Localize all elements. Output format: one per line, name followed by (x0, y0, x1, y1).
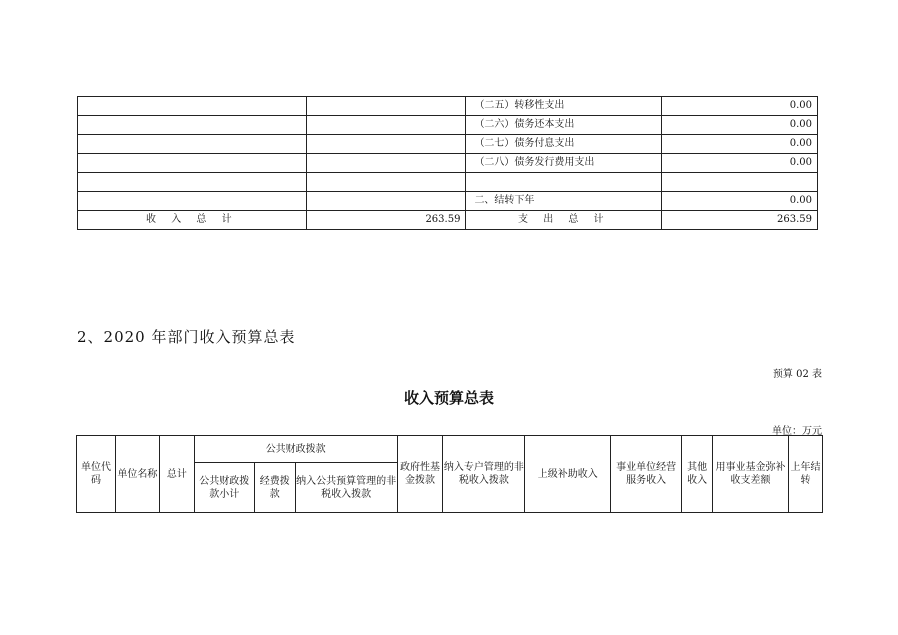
expense-total-label: 支 出 总 计 (466, 211, 662, 230)
expense-item-amount: 0.00 (662, 97, 818, 116)
expense-item-amount: 0.00 (662, 116, 818, 135)
header-unit-code: 单位代码 (77, 436, 116, 513)
expense-total-amount: 263.59 (662, 211, 818, 230)
expense-item-label: （二五）转移性支出 (466, 97, 662, 116)
header-other-income: 其他收入 (682, 436, 713, 513)
expense-item-label: 二、结转下年 (466, 192, 662, 211)
expense-item-label: （二八）债务发行费用支出 (466, 154, 662, 173)
header-business-income: 事业单位经营服务收入 (611, 436, 682, 513)
expense-item-amount (662, 173, 818, 192)
table-row (78, 192, 818, 211)
header-total: 总计 (159, 436, 194, 513)
header-unit-name: 单位名称 (115, 436, 159, 513)
form-number: 预算 02 表 (772, 369, 822, 380)
expenditure-summary-table (77, 96, 818, 230)
expense-item-amount: 0.00 (662, 135, 818, 154)
income-budget-table (76, 435, 823, 513)
table-row (78, 173, 818, 192)
table-row (78, 97, 818, 116)
table-row (78, 154, 818, 173)
expense-item-label (466, 173, 662, 192)
total-row (78, 211, 818, 230)
income-total-amount: 263.59 (306, 211, 466, 230)
expense-item-label: （二七）债务付息支出 (466, 135, 662, 154)
expense-item-amount: 0.00 (662, 154, 818, 173)
header-public-finance: 公共财政拨款 (194, 436, 397, 463)
header-gov-fund: 政府性基金拨款 (397, 436, 443, 513)
expense-item-label: （二六）债务还本支出 (466, 116, 662, 135)
table-row (78, 116, 818, 135)
header-superior-subsidy: 上级补助收入 (525, 436, 611, 513)
header-fund-offset: 用事业基金弥补收支差额 (713, 436, 789, 513)
expense-item-amount: 0.00 (662, 192, 818, 211)
header-row (77, 436, 823, 463)
document-title: 收入预算总表 (403, 389, 494, 407)
header-public-finance-subtotal: 公共财政拨款小计 (194, 463, 254, 513)
section-heading: 2、2020 年部门收入预算总表 (77, 328, 296, 346)
table-row (78, 135, 818, 154)
income-total-label: 收 入 总 计 (78, 211, 307, 230)
header-carryover: 上年结转 (788, 436, 822, 513)
header-non-tax-income: 纳入公共预算管理的非税收入拨款 (295, 463, 397, 513)
unit-label: 单位：万元 (772, 426, 822, 437)
header-special-non-tax: 纳入专户管理的非税收入拨款 (443, 436, 525, 513)
header-operating-funds: 经费拨款 (254, 463, 295, 513)
